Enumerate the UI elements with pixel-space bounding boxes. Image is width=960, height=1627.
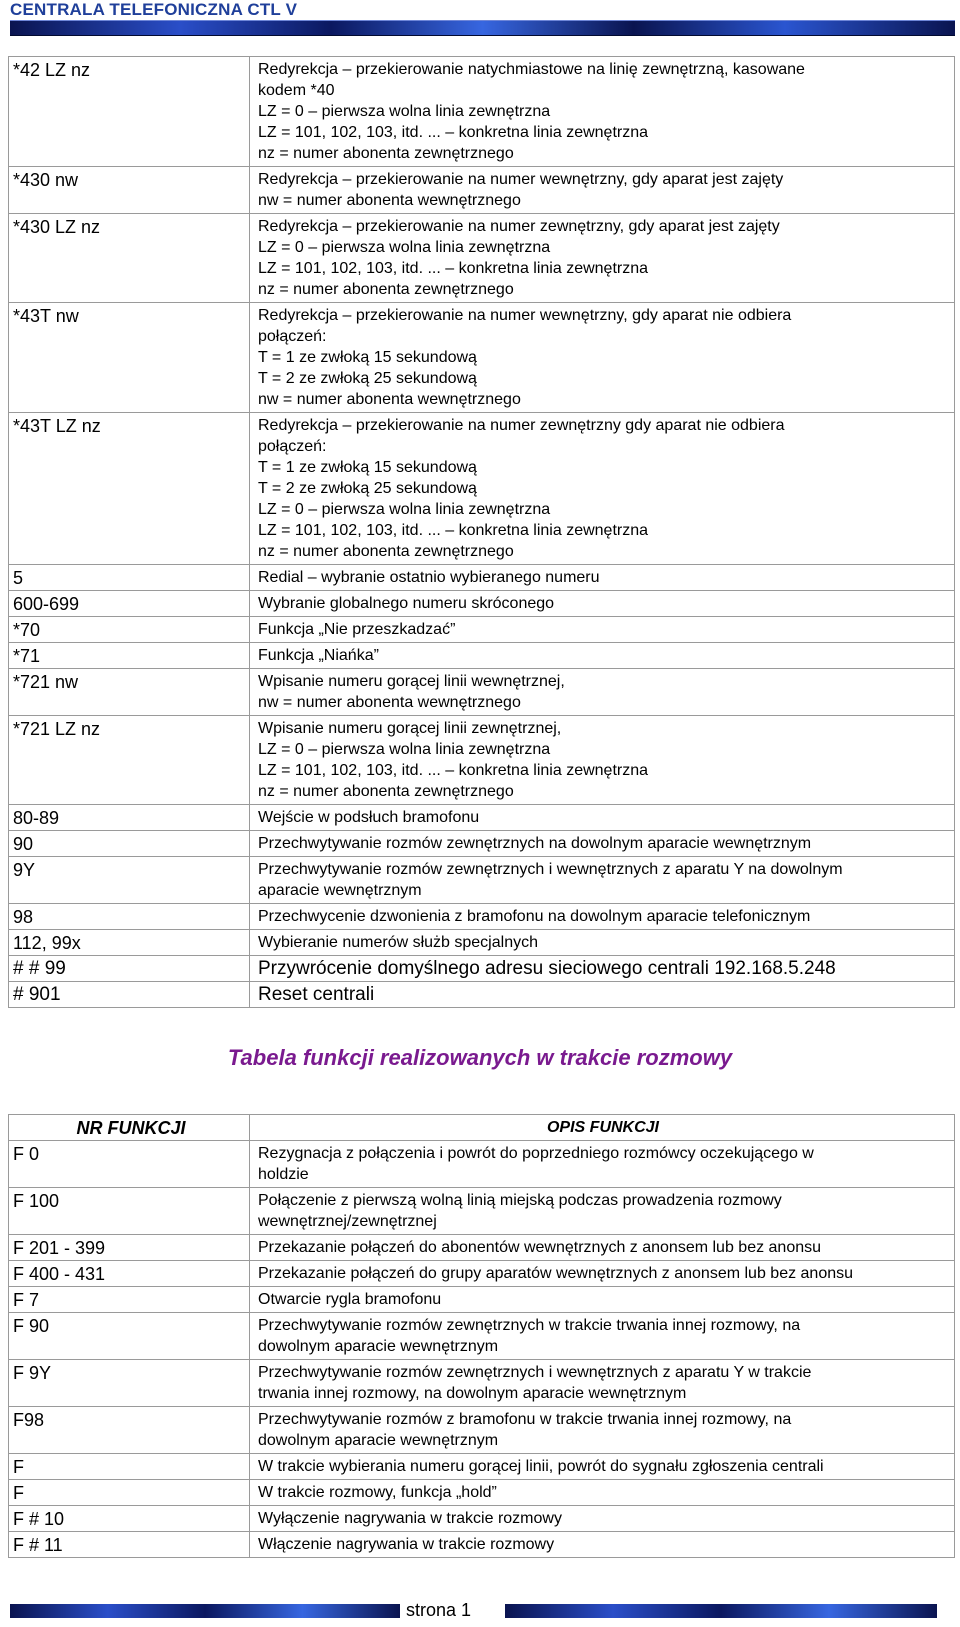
table-row (9, 591, 955, 617)
table-row (9, 643, 955, 669)
function-description-cell (250, 831, 955, 857)
function-description-cell (250, 857, 955, 904)
table-row (9, 1261, 955, 1287)
description-line: T = 1 ze zwłoką 15 sekundową (258, 459, 477, 476)
description-line: Rezygnacja z połączenia i powrót do poprzedniego rozmówcy oczekującego w (258, 1145, 814, 1162)
in-call-functions-table (8, 1114, 955, 1558)
section-title: Tabela funkcji realizowanych w trakcie rozmowy (227, 1045, 733, 1070)
table-row (9, 617, 955, 643)
table-row (9, 1407, 955, 1454)
description-line: Przywrócenie domyślnego adresu sieciowego centrali 192.168.5.248 (258, 958, 836, 979)
description-line: Przekazanie połączeń do abonentów wewnętrznych z anonsem lub bez anonsu (258, 1239, 822, 1256)
function-description-cell (250, 643, 955, 669)
function-description-cell (250, 669, 955, 716)
function-description-cell (250, 57, 955, 167)
description-line: nw = numer abonenta wewnętrznego (258, 391, 521, 408)
table-row (9, 57, 955, 167)
table-row (9, 930, 955, 956)
function-code-cell: 5 (9, 565, 250, 591)
footer-decorative-bar-right (505, 1604, 937, 1618)
function-code-cell: *71 (9, 643, 250, 669)
description-line: LZ = 101, 102, 103, itd. ... – konkretna linia zewnętrzna (258, 762, 649, 779)
function-description-cell (250, 565, 955, 591)
function-description-cell (250, 167, 955, 214)
description-line: Przechwycenie dzwonienia z bramofonu na dowolnym aparacie telefonicznym (258, 908, 811, 925)
function-description-cell (250, 1188, 955, 1235)
function-description-cell (250, 617, 955, 643)
function-code-cell: # 901 (9, 982, 250, 1008)
description-line: T = 1 ze zwłoką 15 sekundową (258, 349, 477, 366)
function-code-cell: F 0 (9, 1141, 250, 1188)
function-description-cell (250, 1454, 955, 1480)
function-code-cell: F # 10 (9, 1506, 250, 1532)
function-code-cell: F 90 (9, 1313, 250, 1360)
function-description-cell (250, 930, 955, 956)
table-row (9, 716, 955, 805)
function-code-cell: F 9Y (9, 1360, 250, 1407)
description-line: LZ = 0 – pierwsza wolna linia zewnętrzna (258, 741, 551, 758)
function-description-cell (250, 1480, 955, 1506)
description-line: Wejście w podsłuch bramofonu (258, 809, 480, 826)
function-code-cell: *43T LZ nz (9, 413, 250, 565)
function-description-cell (250, 1532, 955, 1558)
description-line: Wybranie globalnego numeru skróconego (258, 595, 555, 612)
function-code-cell: 112, 99x (9, 930, 250, 956)
description-line: nz = numer abonenta zewnętrznego (258, 281, 514, 298)
description-line: LZ = 101, 102, 103, itd. ... – konkretna linia zewnętrzna (258, 522, 649, 539)
function-code-cell: F (9, 1454, 250, 1480)
description-line: Wpisanie numeru gorącej linii zewnętrznej, (258, 720, 562, 737)
description-line: dowolnym aparacie wewnętrznym (258, 1432, 499, 1449)
page-number: strona 1 (406, 1600, 472, 1620)
function-codes-table (8, 56, 955, 1008)
function-code-cell: *42 LZ nz (9, 57, 250, 167)
table-row (9, 1480, 955, 1506)
table-row (9, 565, 955, 591)
description-line: Redyrekcja – przekierowanie na numer wewnętrzny, gdy aparat nie odbiera (258, 307, 792, 324)
function-description-cell (250, 413, 955, 565)
function-description-cell (250, 1506, 955, 1532)
description-line: kodem *40 (258, 82, 335, 99)
function-code-cell: *721 LZ nz (9, 716, 250, 805)
table-row (9, 1235, 955, 1261)
description-line: Funkcja „Nie przeszkadzać” (258, 621, 456, 638)
document-header-title: CENTRALA TELEFONICZNA CTL V (10, 0, 298, 19)
table-row (9, 1287, 955, 1313)
description-line: LZ = 0 – pierwsza wolna linia zewnętrzna (258, 239, 551, 256)
function-description-cell (250, 982, 955, 1008)
function-description-cell (250, 716, 955, 805)
description-line: Przekazanie połączeń do grupy aparatów wewnętrznych z anonsem lub bez anonsu (258, 1265, 854, 1282)
table-row (9, 857, 955, 904)
table-row (9, 831, 955, 857)
table-row (9, 167, 955, 214)
description-line: dowolnym aparacie wewnętrznym (258, 1338, 499, 1355)
function-code-cell: *70 (9, 617, 250, 643)
description-line: Wpisanie numeru gorącej linii wewnętrznej, (258, 673, 565, 690)
table-row (9, 982, 955, 1008)
function-code-cell: *43T nw (9, 303, 250, 413)
description-line: nz = numer abonenta zewnętrznego (258, 783, 514, 800)
description-line: Otwarcie rygla bramofonu (258, 1291, 442, 1308)
description-line: T = 2 ze zwłoką 25 sekundową (258, 480, 477, 497)
table-row (9, 956, 955, 982)
function-code-cell: *721 nw (9, 669, 250, 716)
description-line: holdzie (258, 1166, 309, 1183)
function-description-cell (250, 1287, 955, 1313)
function-description-cell (250, 1261, 955, 1287)
function-description-cell (250, 904, 955, 930)
function-description-cell (250, 956, 955, 982)
description-line: połączeń: (258, 328, 327, 345)
function-code-cell: 9Y (9, 857, 250, 904)
function-code-cell: F98 (9, 1407, 250, 1454)
function-code-cell: 80-89 (9, 805, 250, 831)
function-code-cell: F 201 - 399 (9, 1235, 250, 1261)
table-row (9, 1188, 955, 1235)
description-line: nw = numer abonenta wewnętrznego (258, 192, 521, 209)
description-line: nw = numer abonenta wewnętrznego (258, 694, 521, 711)
function-code-cell: F # 11 (9, 1532, 250, 1558)
function-code-cell: F (9, 1480, 250, 1506)
footer-decorative-bar-left (10, 1604, 400, 1618)
description-line: nz = numer abonenta zewnętrznego (258, 543, 514, 560)
function-code-cell: F 7 (9, 1287, 250, 1313)
description-line: wewnętrznej/zewnętrznej (258, 1213, 437, 1230)
function-code-cell: *430 nw (9, 167, 250, 214)
description-line: W trakcie rozmowy, funkcja „hold” (258, 1484, 497, 1501)
table-row (9, 904, 955, 930)
description-line: trwania innej rozmowy, na dowolnym aparacie wewnętrznym (258, 1385, 687, 1402)
function-code-cell: 98 (9, 904, 250, 930)
function-description-cell (250, 1141, 955, 1188)
table-row (9, 1360, 955, 1407)
description-line: połączeń: (258, 438, 327, 455)
description-line: Redyrekcja – przekierowanie na numer wewnętrzny, gdy aparat jest zajęty (258, 171, 784, 188)
header-decorative-bar (10, 20, 955, 36)
function-description-cell (250, 214, 955, 303)
column-header-code: NR FUNKCJI (9, 1115, 250, 1141)
function-code-cell: 90 (9, 831, 250, 857)
description-line: Wybieranie numerów służb specjalnych (258, 934, 538, 951)
description-line: Przechwytywanie rozmów zewnętrznych i wewnętrznych z aparatu Y na dowolnym (258, 861, 843, 878)
table-row (9, 413, 955, 565)
column-header-description: OPIS FUNKCJI (250, 1115, 955, 1141)
function-description-cell (250, 805, 955, 831)
description-line: T = 2 ze zwłoką 25 sekundową (258, 370, 477, 387)
table-row (9, 214, 955, 303)
table-row (9, 303, 955, 413)
description-line: Redyrekcja – przekierowanie na numer zewnętrzny gdy aparat nie odbiera (258, 417, 785, 434)
table-row (9, 1506, 955, 1532)
table-row (9, 1454, 955, 1480)
function-code-cell: F 400 - 431 (9, 1261, 250, 1287)
function-code-cell: F 100 (9, 1188, 250, 1235)
description-line: Przechwytywanie rozmów zewnętrznych na dowolnym aparacie wewnętrznym (258, 835, 812, 852)
description-line: Przechwytywanie rozmów z bramofonu w trakcie trwania innej rozmowy, na (258, 1411, 792, 1428)
function-description-cell (250, 303, 955, 413)
description-line: aparacie wewnętrznym (258, 882, 422, 899)
description-line: LZ = 101, 102, 103, itd. ... – konkretna linia zewnętrzna (258, 260, 649, 277)
description-line: W trakcie wybierania numeru gorącej linii, powrót do sygnału zgłoszenia centrali (258, 1458, 824, 1475)
description-line: Wyłączenie nagrywania w trakcie rozmowy (258, 1510, 562, 1527)
table-row (9, 805, 955, 831)
description-line: Reset centrali (258, 984, 375, 1005)
description-line: Połączenie z pierwszą wolną linią miejską podczas prowadzenia rozmowy (258, 1192, 782, 1209)
function-description-cell (250, 1235, 955, 1261)
table-row (9, 669, 955, 716)
description-line: LZ = 0 – pierwsza wolna linia zewnętrzna (258, 103, 551, 120)
description-line: Redial – wybranie ostatnio wybieranego numeru (258, 569, 600, 586)
description-line: LZ = 101, 102, 103, itd. ... – konkretna linia zewnętrzna (258, 124, 649, 141)
description-line: Redyrekcja – przekierowanie natychmiastowe na linię zewnętrzną, kasowane (258, 61, 805, 78)
description-line: nz = numer abonenta zewnętrznego (258, 145, 514, 162)
function-code-cell: 600-699 (9, 591, 250, 617)
function-description-cell (250, 1407, 955, 1454)
table-header-row (9, 1115, 955, 1141)
description-line: Przechwytywanie rozmów zewnętrznych w trakcie trwania innej rozmowy, na (258, 1317, 801, 1334)
description-line: Redyrekcja – przekierowanie na numer zewnętrzny, gdy aparat jest zajęty (258, 218, 780, 235)
description-line: Włączenie nagrywania w trakcie rozmowy (258, 1536, 555, 1553)
table-row (9, 1313, 955, 1360)
function-description-cell (250, 1360, 955, 1407)
function-code-cell: *430 LZ nz (9, 214, 250, 303)
table-row (9, 1532, 955, 1558)
description-line: Przechwytywanie rozmów zewnętrznych i wewnętrznych z aparatu Y w trakcie (258, 1364, 812, 1381)
description-line: LZ = 0 – pierwsza wolna linia zewnętrzna (258, 501, 551, 518)
description-line: Funkcja „Niańka” (258, 647, 379, 664)
table-row (9, 1141, 955, 1188)
function-code-cell: # # 99 (9, 956, 250, 982)
function-description-cell (250, 1313, 955, 1360)
function-description-cell (250, 591, 955, 617)
